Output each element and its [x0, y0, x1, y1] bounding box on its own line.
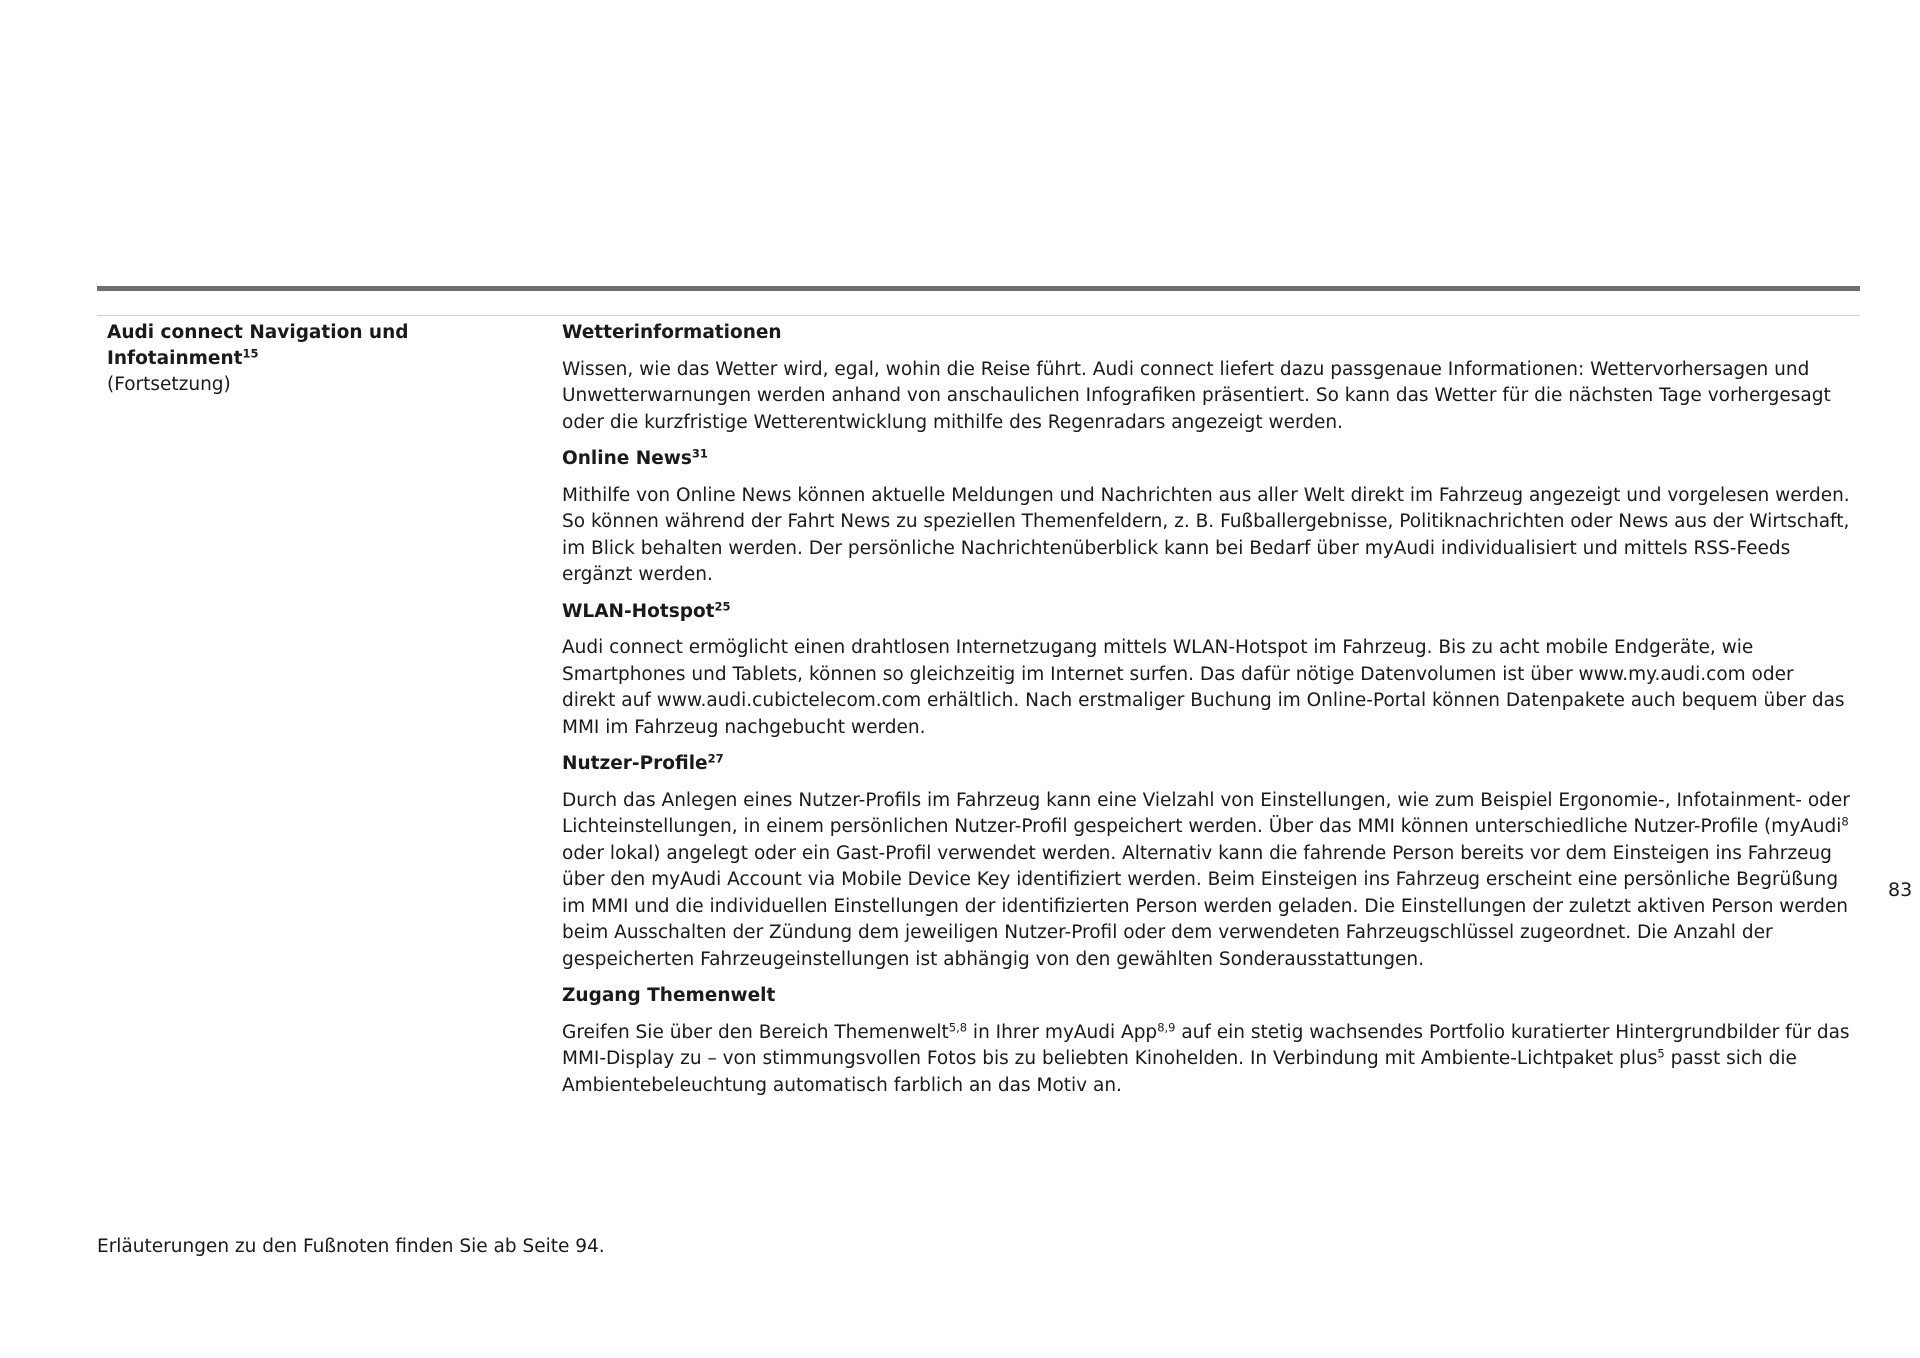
section-heading-text: Online News — [562, 448, 692, 469]
row-title — [107, 320, 537, 372]
footnote-ref: 31 — [691, 446, 708, 461]
header-rule-thick — [97, 286, 1860, 291]
content-column — [562, 320, 1852, 1109]
section-heading — [562, 320, 1852, 347]
text-run: Greifen Sie über den Bereich Themenwelt — [562, 1021, 949, 1043]
row-subtitle: (Fortsetzung) — [107, 374, 231, 395]
section-zugang-themenwelt — [562, 983, 1852, 1099]
section-nutzer-profile — [562, 751, 1852, 973]
section-text: Audi connect ermöglicht einen drahtlosen Internetzugang mittels WLAN-Hotspot im Fahrzeug. Bis zu acht mobile Endgeräte, wie Smartphones und Tablets, können so gleichzeitig im Internet surfen. Das dafür nötige Datenvolumen ist über www.my.audi.com oder direkt auf www.audi.cubictelecom.com erhältlich. Nach erstmaliger Buchung im Online-Portal können Datenpakete auch bequem über das MMI im Fahrzeug nachgebucht werden. — [562, 637, 1845, 738]
footnote-ref: 27 — [707, 751, 724, 766]
section-heading — [562, 599, 1852, 626]
footnote-ref: 15 — [242, 346, 259, 361]
footnote-reference-text: Erläuterungen zu den Fußnoten finden Sie ab Seite 94. — [97, 1236, 605, 1257]
section-text — [562, 788, 1852, 974]
footnote-ref: 5 — [1657, 1046, 1665, 1061]
section-wetterinformationen — [562, 320, 1852, 436]
section-text: Wissen, wie das Wetter wird, egal, wohin die Reise führt. Audi connect liefert dazu passgenaue Informationen: Wettervorhersagen und Unwetterwarnungen werden anhand von anschaulichen Infografiken präsentiert. So kann das Wetter für die nächsten Tage vorhergesagt oder die kurzfristige Wetterentwicklung mithilfe des Regenradars angezeigt werden. — [562, 358, 1831, 433]
text-run: oder lokal) angelegt oder ein Gast-Profil verwendet werden. Alternativ kann die fahrende Person bereits vor dem Einsteigen ins Fahrzeug über den myAudi Account via Mobile Device Key identifiziert werden. Beim Einsteigen ins Fahrzeug erscheint eine persönliche Begrüßung im MMI und die individuellen Einstellungen der identifizierten Person werden geladen. Die Einstellungen der zuletzt aktiven Person werden beim Ausschalten der Zündung dem jeweiligen Nutzer-Profil oder dem verwendeten Fahrzeugschlüssel zugeordnet. Die Anzahl der gespeicherten Fahrzeugeinstellungen ist abhängig von den gewählten Sonderausstattungen. — [562, 842, 1848, 970]
footnote-ref: 25 — [714, 599, 731, 614]
section-heading-text: Nutzer-Profile — [562, 753, 708, 774]
section-text: Mithilfe von Online News können aktuelle Meldungen und Nachrichten aus aller Welt direkt im Fahrzeug angezeigt und vorgelesen werden. So können während der Fahrt News zu speziellen Themenfeldern, z. B. Fußballergebnisse, Politiknachrichten oder News aus der Wirtschaft, im Blick behalten werden. Der persönliche Nachrichtenüberblick kann bei Bedarf über myAudi individualisiert und mittels RSS-Feeds ergänzt werden. — [562, 484, 1850, 585]
row-title-text: Audi connect Navigation und Infotainment — [107, 322, 409, 369]
section-heading — [562, 751, 1852, 778]
section-online-news — [562, 446, 1852, 589]
section-heading-text: Wetterinformationen — [562, 322, 782, 343]
footnote-ref: 8 — [1841, 814, 1849, 829]
footnote-ref: 8,9 — [1157, 1020, 1176, 1035]
text-run: in Ihrer myAudi App — [967, 1021, 1158, 1043]
section-heading — [562, 446, 1852, 473]
text-run: auf ein stetig wachsendes Portfolio kuratierter Hintergrundbilder für das MMI-Display zu – von stimmungsvollen Fotos bis zu beliebten Kinohelden. In Verbindung mit Ambiente-Lichtpaket plus — [562, 1021, 1850, 1069]
header-rule-thin — [97, 315, 1860, 316]
section-heading-text: WLAN-Hotspot — [562, 600, 715, 622]
section-heading-text: Zugang Themenwelt — [562, 985, 776, 1006]
text-run: Durch das Anlegen eines Nutzer-Profils im Fahrzeug kann eine Vielzahl von Einstellungen, wie zum Beispiel Ergonomie-, Infotainment- oder Lichteinstellungen, in einem persönlichen Nutzer-Profil gespeichert werden. Über das MMI können unterschiedliche Nutzer-Profile (myAudi — [562, 789, 1850, 837]
section-wlan-hotspot — [562, 599, 1852, 742]
page-number: 83 — [1888, 879, 1913, 901]
section-heading — [562, 983, 1852, 1010]
footnote-ref: 5,8 — [948, 1020, 968, 1035]
section-text — [562, 1020, 1852, 1100]
text-run: passt sich die Ambientebeleuchtung automatisch farblich an das Motiv an. — [562, 1048, 1797, 1096]
row-label — [107, 320, 537, 398]
